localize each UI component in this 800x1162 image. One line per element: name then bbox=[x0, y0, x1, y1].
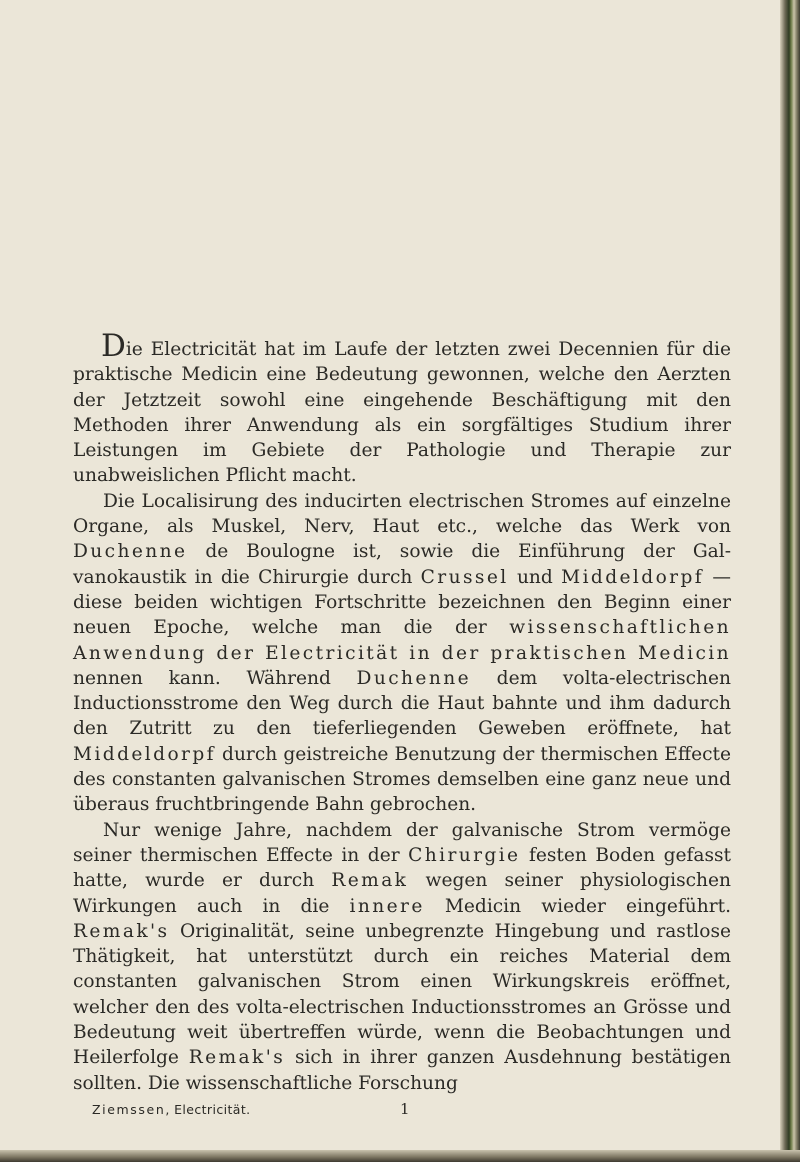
footer-work: Electricität. bbox=[174, 1102, 251, 1117]
page-bottom-edge bbox=[0, 1150, 800, 1162]
p3-segment: Originalität, seine unbegrenzte Hingebung und rastlose Thätigkeit, hat unterstützt durch ein reiches Material dem constanten galvanischen Strom einen Wirkungskreis eröffnet, welcher den des volta-electrischen Inductionsstromes an Grösse und Bedeutung weit übertreffen würde, wenn die Beobachtungen und Heilerfolge bbox=[73, 920, 731, 1069]
emphasis-innere: innere bbox=[349, 895, 425, 917]
p3-segment: Nur wenige Jahre, nachdem der galvanische Strom vermöge seiner thermischen Effecte in der bbox=[73, 819, 731, 866]
paragraph-1-text: ie Electricität hat im Laufe der letzten zwei Decennien für die praktische Medicin eine Bedeutung gewonnen, welche den Aerzten der Jetztzeit sowohl eine eingehende Beschäftigung mit den Methoden ihrer Anwendung als ein sorgfältiges Studium ihrer Leistungen im Gebiete der Pathologie und Therapie zur unabweislichen Pflicht macht. bbox=[73, 339, 731, 487]
footer-title bbox=[92, 1102, 251, 1117]
p3-segment: Medicin wieder eingeführt. bbox=[424, 895, 731, 917]
p3-segment: sich in ihrer ganzen Ausdehnung bestätigen sollten. Die wissenschaftliche Forschung bbox=[73, 1047, 731, 1094]
paragraph-2 bbox=[73, 489, 731, 818]
p3-segment: wegen seiner physiologischen Wirkungen auch in die bbox=[73, 870, 732, 917]
p2-segment: durch geistreiche Benutzung der thermischen Effecte des constanten galvanischen Stromes demselben eine ganz neue und überaus fruchtbringende Bahn gebrochen. bbox=[73, 743, 731, 816]
footer-separator: , bbox=[165, 1102, 175, 1117]
paragraph-1 bbox=[73, 328, 731, 489]
p2-segment: und bbox=[508, 566, 562, 588]
signature-mark: 1 bbox=[400, 1100, 410, 1118]
p2-segment: Die Localisirung des inducirten electrischen Stromes auf einzelne Organe, als Muskel, Nerv, Haut etc., welche das Werk von bbox=[73, 490, 731, 538]
p2-segment: de Boulogne ist, sowie die Einführung der Galvanokaustik in die Chirurgie durch bbox=[73, 541, 731, 588]
emphasis-chirurgie: Chirurgie bbox=[408, 844, 521, 866]
name-remak: Remak bbox=[331, 870, 409, 892]
name-middeldorpf: Middeldorpf bbox=[561, 566, 705, 588]
p3-segment: festen Boden gefasst hatte, wurde er durch bbox=[73, 844, 732, 892]
body-text bbox=[73, 328, 732, 1096]
book-spine-edge bbox=[780, 0, 800, 1162]
name-remak: Remak's bbox=[73, 920, 170, 942]
paragraph-3 bbox=[73, 818, 731, 1096]
p2-segment: dem volta-electrischen Inductionsstrome den Weg durch die Haut bahnte und ihm dadurch den Zutritt zu den tieferliegenden Geweben eröffnete, hat bbox=[73, 667, 731, 740]
emphasis-phrase: wissenschaftlichen Anwendung der Electricität in der praktischen Medicin bbox=[73, 617, 731, 664]
footer-author: Ziemssen bbox=[92, 1102, 166, 1117]
name-duchenne: Duchenne bbox=[356, 667, 471, 689]
name-crussel: Crussel bbox=[420, 566, 509, 588]
p2-segment: — diese beiden wichtigen Fortschritte bezeichnen den Beginn einer neuen Epoche, welche man die der bbox=[73, 566, 731, 639]
name-middeldorpf: Middeldorpf bbox=[73, 743, 216, 765]
name-duchenne: Duchenne bbox=[73, 541, 188, 563]
drop-cap: D bbox=[101, 328, 126, 364]
p2-segment: nennen kann. Während bbox=[73, 667, 357, 689]
name-remak: Remak's bbox=[188, 1047, 286, 1069]
